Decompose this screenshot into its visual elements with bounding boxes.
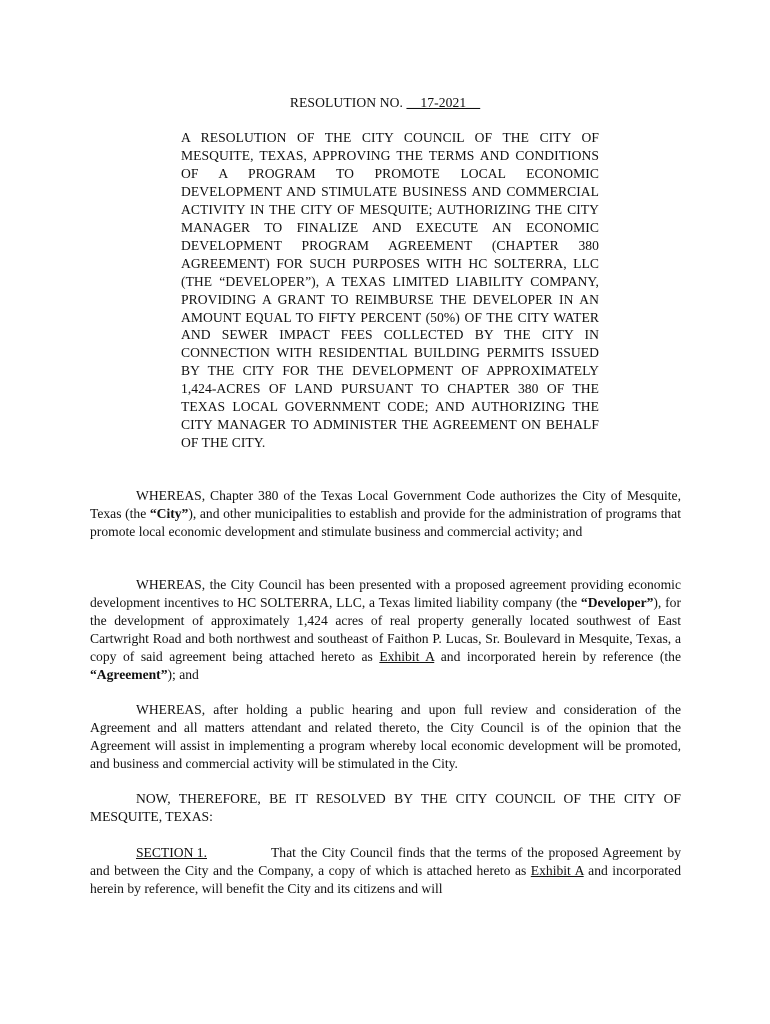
whereas-2-text-c: ), for the development of approximately 1,424 acres of real property generally located southwest of East Cartwright Road and both northwest and southeast of Faithon P. Lucas, Sr. Boulevard in Mesquite, Texas, a copy of said agreement being attached hereto as <box>90 595 681 665</box>
whereas-2-text-g: ); and <box>167 667 199 683</box>
whereas-paragraph-1 <box>90 487 681 541</box>
whereas-2-text-a: WHEREAS, the City Council has been presented with a proposed agreement providing economic development incentives to HC SOLTERRA, LLC, a Texas limited liability company (the <box>90 577 681 611</box>
whereas-2-developer-term: “Developer” <box>580 595 654 611</box>
whereas-1-text-c: ), and other municipalities to establish and provide for the administration of programs that promote local economic development and stimulate business and commercial activity; and <box>90 506 681 540</box>
whereas-paragraph-2 <box>90 576 681 685</box>
whereas-2-exhibit-a: Exhibit A <box>379 649 435 665</box>
resolution-caption: A RESOLUTION OF THE CITY COUNCIL OF THE CITY OF MESQUITE, TEXAS, APPROVING THE TERMS AND CONDITIONS OF A PROGRAM TO PROMOTE LOCAL ECONOMIC DEVELOPMENT AND STIMULATE BUSINESS AND COMMERCIAL ACTIVITY IN THE CITY OF MESQUITE; AUTHORIZING THE CITY MANAGER TO FINALIZE AND EXECUTE AN ECONOMIC DEVELOPMENT PROGRAM AGREEMENT (CHAPTER 380 AGREEMENT) FOR SUCH PURPOSES WITH HC SOLTERRA, LLC (THE “DEVELOPER”), A TEXAS LIMITED LIABILITY COMPANY, PROVIDING A GRANT TO REIMBURSE THE DEVELOPER IN AN AMOUNT EQUAL TO FIFTY PERCENT (50%) OF THE CITY WATER AND SEWER IMPACT FEES COLLECTED BY THE CITY IN CONNECTION WITH RESIDENTIAL BUILDING PERMITS ISSUED BY THE CITY FOR THE DEVELOPMENT OF APPROXIMATELY 1,424-ACRES OF LAND PURSUANT TO CHAPTER 380 OF THE TEXAS LOCAL GOVERNMENT CODE; AND AUTHORIZING THE CITY MANAGER TO ADMINISTER THE AGREEMENT ON BEHALF OF THE CITY. <box>181 130 599 451</box>
section-1-paragraph <box>90 844 681 898</box>
whereas-3-text: WHEREAS, after holding a public hearing and upon full review and consideration of the Agreement and all matters attendant and related thereto, the City Council is of the opinion that the Agreement will assist in implementing a program whereby local economic development will be promoted, and business and commercial activity will be stimulated in the City. <box>90 702 681 772</box>
whereas-2-text-e: and incorporated herein by reference (the <box>434 649 681 665</box>
section-1-text-c: and incorporated herein by reference, will benefit the City and its citizens and will <box>90 863 681 897</box>
section-1-heading: SECTION 1. <box>136 845 207 860</box>
resolution-label: RESOLUTION NO. <box>289 95 407 110</box>
resolved-paragraph <box>90 790 681 826</box>
resolved-text: NOW, THEREFORE, BE IT RESOLVED BY THE CITY COUNCIL OF THE CITY OF MESQUITE, TEXAS: <box>90 791 681 825</box>
whereas-paragraph-3 <box>90 701 681 773</box>
whereas-1-text-a: WHEREAS, Chapter 380 of the Texas Local Government Code authorizes the City of Mesquite, Texas (the <box>90 488 681 522</box>
whereas-2-agreement-term: “Agreement” <box>90 667 168 683</box>
section-1-exhibit-a: Exhibit A <box>530 863 584 879</box>
resolution-number: __17-2021__ <box>406 95 481 110</box>
whereas-1-city-term: “City” <box>149 506 189 522</box>
resolution-title <box>0 94 770 112</box>
section-1-text-a: That the City Council finds that the terms of the proposed Agreement by and between the City and the Company, a copy of which is attached hereto as <box>90 845 681 879</box>
